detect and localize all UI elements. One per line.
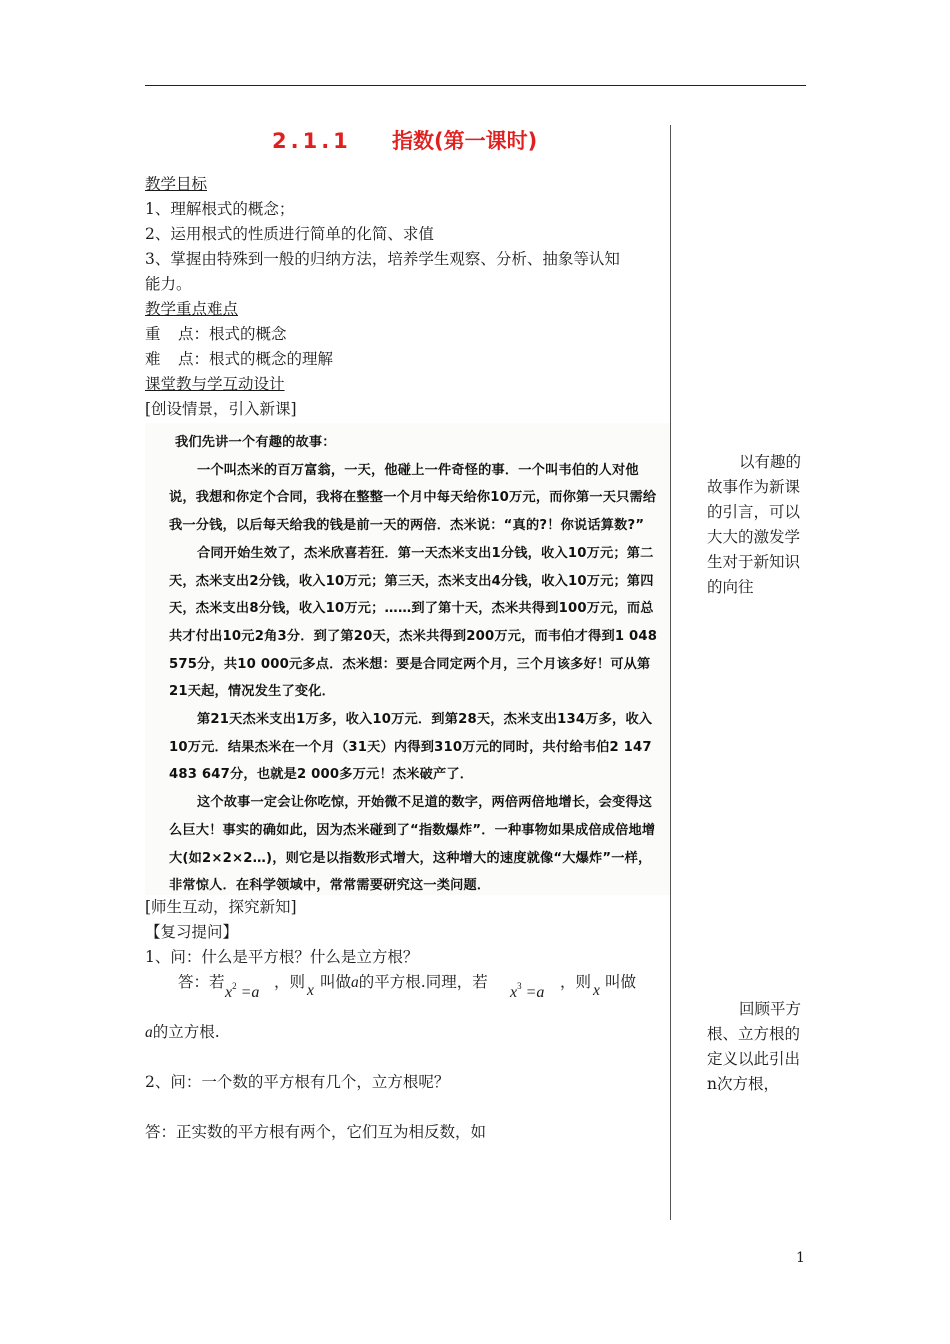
lesson-number: 2.1.1 bbox=[272, 129, 352, 153]
key-points-heading: 教学重点难点 bbox=[145, 300, 239, 318]
difficulty-text: 根式的概念的理解 bbox=[209, 350, 334, 368]
margin-note-review: 回顾平方 根、立方根的 定义以此引出 n次方根， bbox=[707, 1000, 802, 1093]
story-paragraph: 这个故事一定会让你吃惊，开始微不足道的数字，两倍两倍地增长，会变得这么巨大！事实的确如此，因为杰米碰到了“指数爆炸”．一种事物如果成倍成倍地增大(如2×2×2…)，则它是以指数形式增大，这种增大的速度就像“大爆炸”一样，非常惊人．在科学领域中，常常需要研究这一类问题． bbox=[169, 795, 656, 894]
interaction-section bbox=[145, 895, 660, 970]
story-paragraph: 一个叫杰米的百万富翁，一天，他碰上一件奇怪的事．一个叫韦伯的人对他说，我想和你定个合同，我将在整整一个月中每天给你10万元，而你第一天只需给我一分钱，以后每天给我的钱是前一天的两倍．杰米说：“真的?！你说话算数?” bbox=[169, 462, 657, 534]
difficulty-line: 难 点：根式的概念的理解 bbox=[145, 350, 334, 368]
story-paragraph: 第21天杰米支出1万多，收入10万元．到第28天，杰米支出134万多，收入10万元．结果杰米在一个月（31天）内得到310万元的同时，共付给韦伯2 147 483 647分，也就是2 000多万元！杰米破产了． bbox=[169, 712, 653, 783]
equation-cube: $x^3 =a$ bbox=[510, 981, 545, 1001]
answer-1-line2: a的立方根. bbox=[145, 1023, 220, 1041]
review-heading: 【复习提问】 bbox=[145, 923, 239, 941]
story-image bbox=[145, 423, 670, 895]
scene-heading: [创设情景，引入新课] bbox=[145, 400, 297, 418]
objective-item: 1、理解根式的概念； bbox=[145, 200, 295, 218]
question-1: 1、问：什么是平方根？什么是立方根？ bbox=[145, 948, 419, 966]
margin-divider bbox=[670, 125, 671, 1220]
story-intro: 我们先讲一个有趣的故事： bbox=[175, 435, 336, 450]
answer-2: 答：正实数的平方根有两个，它们互为相反数，如 bbox=[145, 1123, 487, 1141]
story-paragraph: 合同开始生效了，杰米欣喜若狂．第一天杰米支出1分钱，收入10万元；第二天，杰米支出2分钱，收入10万元；第三天，杰米支出4分钱，收入10万元；第四天，杰米支出8分钱，收入10万元；……到了第十天，杰米共得到100万元，而总共才付出10元2角3分．到了第20天，杰米共得到200万元，而韦伯才得到1 048 575分，共10 000元多点．杰米想：要是合同定两个月，三个月该多好！可从第21天起，情况发生了变化． bbox=[169, 545, 658, 700]
design-heading: 课堂教与学互动设计 bbox=[145, 375, 285, 393]
header-rule bbox=[145, 85, 806, 86]
focus-line: 重 点：根式的概念 bbox=[145, 325, 287, 343]
interaction-heading: [师生互动，探究新知] bbox=[145, 898, 297, 916]
objective-item: 2、运用根式的性质进行简单的化简、求值 bbox=[145, 225, 434, 243]
main-content bbox=[145, 172, 660, 422]
objectives-heading: 教学目标 bbox=[145, 175, 208, 193]
lesson-title bbox=[272, 125, 537, 155]
var-x: x bbox=[593, 982, 600, 999]
question-2: 2、问：一个数的平方根有几个，立方根呢？ bbox=[145, 1073, 450, 1091]
objective-item: 能力。 bbox=[145, 275, 192, 293]
focus-text: 根式的概念 bbox=[209, 325, 287, 343]
margin-note-story: 以有趣的 故事作为新课 的引言，可以 大大的激发学 生对于新知识 的向往 bbox=[707, 453, 802, 596]
objective-item: 3、掌握由特殊到一般的归纳方法，培养学生观察、分析、抽象等认知 bbox=[145, 250, 620, 268]
lesson-title-text: 指数(第一课时) bbox=[392, 129, 538, 153]
var-x: x bbox=[307, 982, 314, 999]
answer-1-line: 答：若 bbox=[178, 973, 225, 991]
page-number: 1 bbox=[796, 1250, 805, 1266]
equation-square: $x^2 =a$ bbox=[225, 981, 260, 1001]
